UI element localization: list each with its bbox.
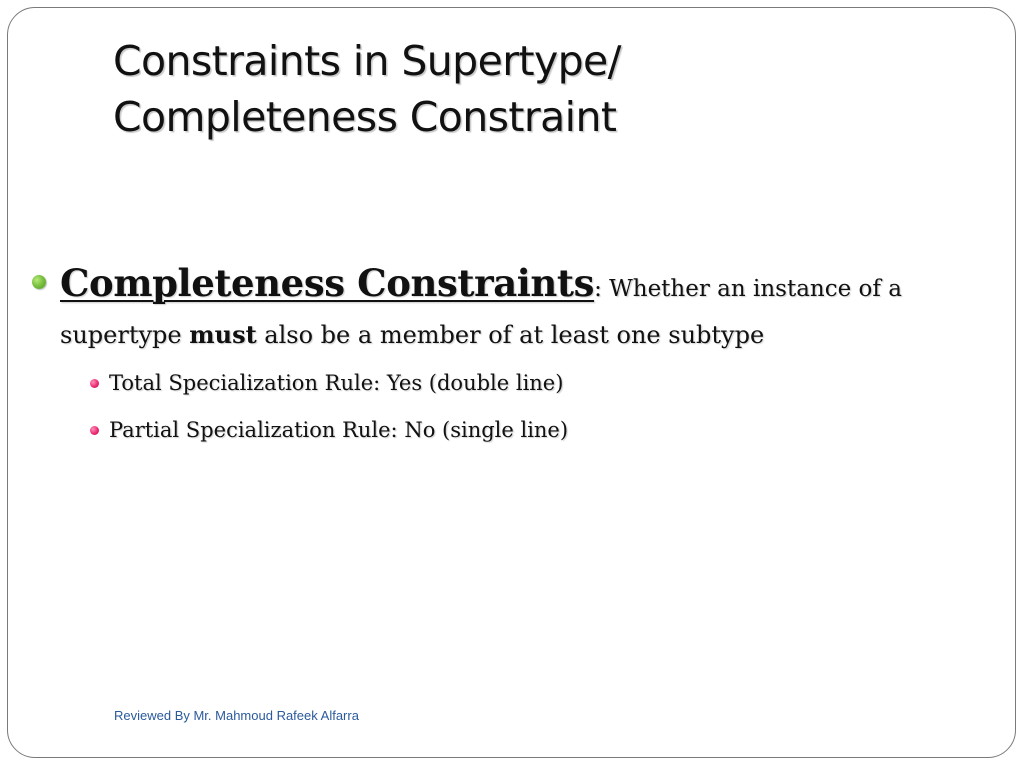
sub-bullet-text: Partial Specialization Rule: No (single line) (109, 418, 569, 442)
sub-bullet-item (90, 407, 980, 454)
pink-bullet-icon (90, 379, 99, 388)
title-line-1: Constraints in Supertype/ (113, 37, 621, 85)
main-bullet-desc-1: : Whether an instance of a (594, 276, 902, 302)
main-bullet-emphasis: must (189, 320, 257, 349)
sub-bullet-item (90, 360, 980, 407)
green-bullet-icon (32, 275, 46, 289)
main-bullet-desc-2: supertype (60, 321, 190, 349)
term-completeness-constraints: Completeness Constraints (60, 261, 595, 305)
main-bullet-line-2 (60, 310, 980, 360)
main-bullet-item (30, 258, 980, 360)
main-bullet-desc-3: also be a member of at least one subtype (256, 321, 765, 349)
main-bullet-line-1 (60, 258, 980, 314)
sub-bullet-list (30, 360, 980, 454)
slide-body (30, 258, 980, 454)
title-line-2: Completeness Constraint (113, 93, 617, 141)
slide-footer: Reviewed By Mr. Mahmoud Rafeek Alfarra (114, 708, 359, 723)
pink-bullet-icon (90, 426, 99, 435)
sub-bullet-text: Total Specialization Rule: Yes (double line) (109, 371, 564, 395)
slide-title (113, 33, 993, 145)
